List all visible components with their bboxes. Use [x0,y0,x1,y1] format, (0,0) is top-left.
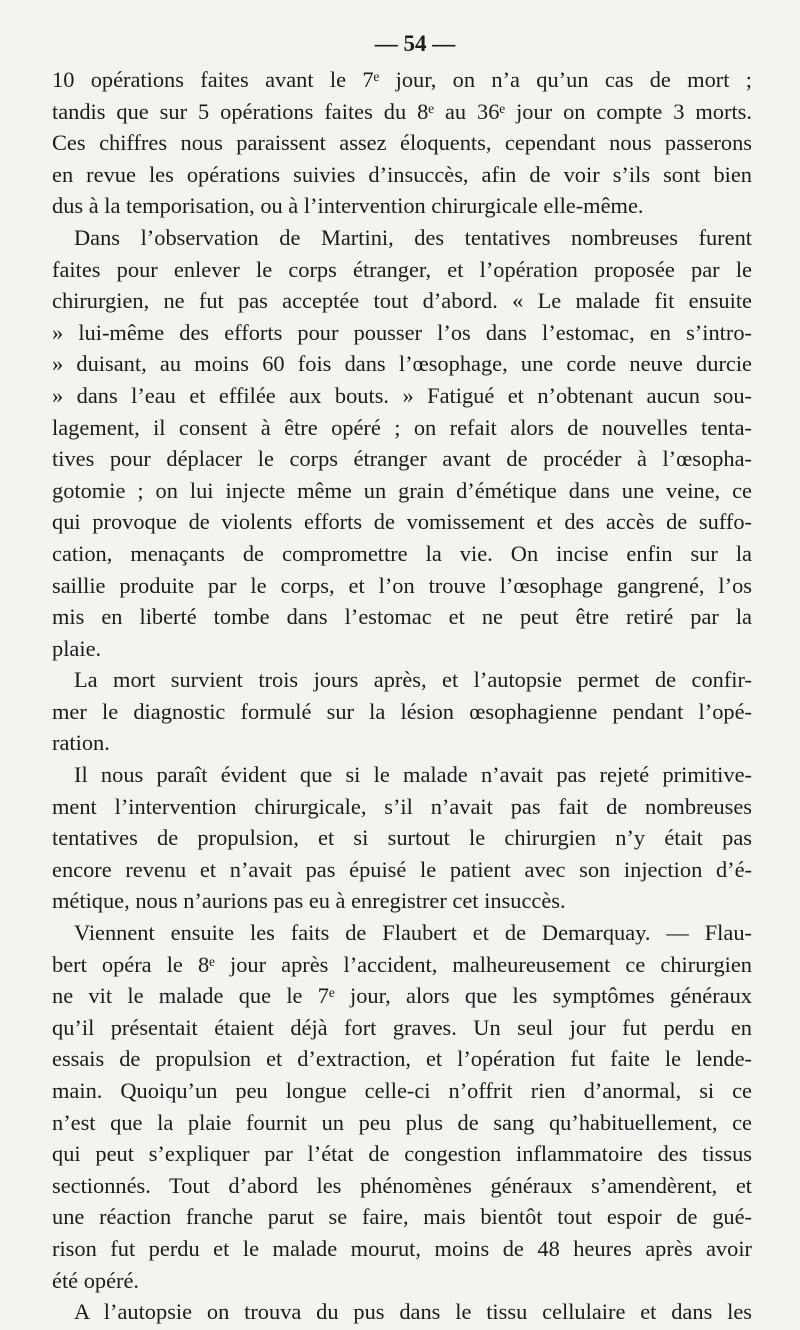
text-line: mer le diagnostic formulé sur la lésion œsophagienne pendant l’opé- [52,698,752,724]
text-line: gotomie ; on lui injecte même un grain d’émétique dans une veine, ce [52,477,752,503]
text-line: Viennent ensuite les faits de Flaubert et de Demarquay. — Flau- [74,920,752,946]
text-line: ration. [52,730,110,756]
paragraph [52,64,752,222]
paragraph [52,759,752,917]
text-line: » duisant, au moins 60 fois dans l’œsophage, une corde neuve durcie [52,351,752,377]
text-line: en revue les opérations suivies d’insuccès, afin de voir s’ils sont bien [52,161,752,187]
text-line: faites pour enlever le corps étranger, et l’opération proposée par le [52,256,752,282]
text-line: rison fut perdu et le malade mourut, moins de 48 heures après avoir [52,1235,752,1261]
book-page [52,28,752,1328]
text-line: qu’il présentait étaient déjà fort graves. Un seul jour fut perdu en [52,1014,752,1040]
page-number: — 54 — [374,31,456,56]
text-line: » lui-même des efforts pour pousser l’os dans l’estomac, en s’intro- [52,319,752,345]
text-line: plaie. [52,635,102,661]
paragraph [52,222,752,664]
text-line: Ces chiffres nous paraissent assez éloquents, cependant nous passerons [52,130,752,156]
text-line: La mort survient trois jours après, et l’autopsie permet de confir- [74,667,752,693]
text-line: été opéré. [52,1267,140,1293]
text-line: n’est que la plaie fournit un peu plus de sang qu’habituellement, ce [52,1109,752,1135]
text-line: qui provoque de violents efforts de vomissement et des accès de suffo- [52,509,752,535]
text-line: sectionnés. Tout d’abord les phénomènes généraux s’amendèrent, et [52,1172,752,1198]
paragraph [52,917,752,1296]
text-line: tandis que sur 5 opérations faites du 8ᵉ au 36ᵉ jour on compte 3 morts. [52,98,752,124]
text-line: cation, menaçants de compromettre la vie. On incise enfin sur la [52,540,752,566]
body-text [52,64,752,1328]
text-line: métique, nous n’aurions pas eu à enregistrer cet insuccès. [52,888,566,914]
text-line: encore revenu et n’avait pas épuisé le patient avec son injection d’é- [52,856,752,882]
text-line: ment l’intervention chirurgicale, s’il n’avait pas fait de nombreuses [52,793,752,819]
text-line: tives pour déplacer le corps étranger avant de procéder à l’œsopha- [52,446,752,472]
text-line: essais de propulsion et d’extraction, et l’opération fut faite le lende- [52,1046,752,1072]
text-line: qui peut s’expliquer par l’état de congestion inflammatoire des tissus [52,1141,752,1167]
text-line: Il nous paraît évident que si le malade n’avait pas rejeté primitive- [74,762,752,788]
text-line: A l’autopsie on trouva du pus dans le tissu cellulaire et dans les [74,1299,752,1325]
text-line: une réaction franche parut se faire, mais bientôt tout espoir de gué- [52,1204,752,1230]
text-line: tentatives de propulsion, et si surtout le chirurgien n’y était pas [52,825,752,851]
text-line: bert opéra le 8ᵉ jour après l’accident, malheureusement ce chirurgien [52,951,752,977]
text-line: Dans l’observation de Martini, des tentatives nombreuses furent [74,224,752,250]
text-line: saillie produite par le corps, et l’on trouve l’œsophage gangrené, l’os [52,572,752,598]
text-line: main. Quoiqu’un peu longue celle-ci n’offrit rien d’anormal, si ce [52,1078,752,1103]
paragraph [52,664,752,759]
text-line: 10 opérations faites avant le 7ᵉ jour, on n’a qu’un cas de mort ; [52,67,752,92]
text-line: » dans l’eau et effilée aux bouts. » Fatigué et n’obtenant aucun sou- [52,382,752,408]
text-line: lagement, il consent à être opéré ; on refait alors de nouvelles tenta- [52,414,752,440]
text-line: mis en liberté tombe dans l’estomac et ne peut être retiré par la [52,604,752,630]
paragraph [52,1296,752,1328]
text-line: ne vit le malade que le 7ᵉ jour, alors que les symptômes généraux [52,983,752,1009]
text-line: dus à la temporisation, ou à l’intervention chirurgicale elle-même. [52,193,644,219]
text-line: chirurgien, ne fut pas acceptée tout d’abord. « Le malade fit ensuite [52,288,752,314]
